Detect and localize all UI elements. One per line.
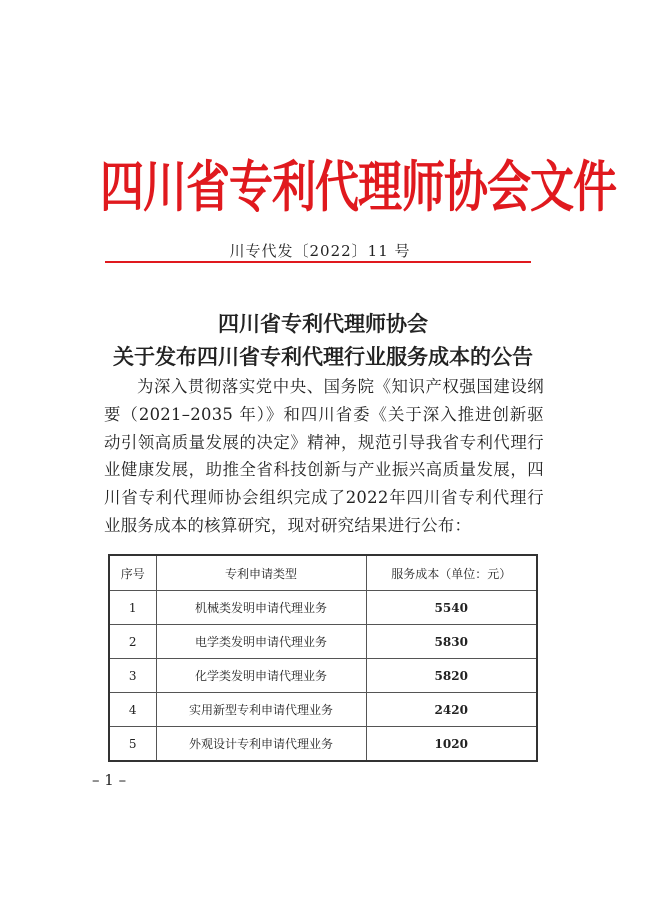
index-cell: 4 bbox=[109, 693, 156, 727]
table-header-row bbox=[109, 555, 537, 591]
type-cell: 化学类发明申请代理业务 bbox=[156, 659, 366, 693]
table-row bbox=[109, 659, 537, 693]
cost-table bbox=[108, 554, 538, 762]
table-row bbox=[109, 693, 537, 727]
body-paragraph: 为深入贯彻落实党中央、国务院《知识产权强国建设纲要（2021–2035 年）》和四川省委《关于深入推进创新驱动引领高质量发展的决定》精神，规范引导我省专利代理行业健康发展，助推全省科技创新与产业振兴高质量发展，四川省专利代理师协会组织完成了2022年四川省专利代理行业服务成本的核算研究，现对研究结果进行公布： bbox=[104, 377, 544, 535]
index-cell: 2 bbox=[109, 625, 156, 659]
table-row bbox=[109, 591, 537, 625]
header-cell: 序号 bbox=[109, 555, 156, 591]
type-cell: 电学类发明申请代理业务 bbox=[156, 625, 366, 659]
type-cell: 机械类发明申请代理业务 bbox=[156, 591, 366, 625]
cost-cell: 5830 bbox=[366, 625, 537, 659]
heading-line-2: 关于发布四川省专利代理行业服务成本的公告 bbox=[113, 344, 533, 369]
cost-cell: 1020 bbox=[366, 727, 537, 762]
red-divider bbox=[105, 261, 531, 263]
index-cell: 5 bbox=[109, 727, 156, 762]
cost-cell: 2420 bbox=[366, 693, 537, 727]
cost-cell: 5820 bbox=[366, 659, 537, 693]
header-cell: 服务成本（单位：元） bbox=[366, 555, 537, 591]
page-number: – 1 – bbox=[92, 771, 127, 789]
heading-line-1: 四川省专利代理师协会 bbox=[218, 311, 428, 336]
type-cell: 实用新型专利申请代理业务 bbox=[156, 693, 366, 727]
table-row bbox=[109, 625, 537, 659]
index-cell: 1 bbox=[109, 591, 156, 625]
type-cell: 外观设计专利申请代理业务 bbox=[156, 727, 366, 762]
index-cell: 3 bbox=[109, 659, 156, 693]
document-number: 川专代发〔2022〕11 号 bbox=[229, 242, 411, 260]
document-header-title: 四川省专利代理师协会文件 bbox=[100, 155, 616, 220]
header-cell: 专利申请类型 bbox=[156, 555, 366, 591]
table-row bbox=[109, 727, 537, 762]
cost-cell: 5540 bbox=[366, 591, 537, 625]
